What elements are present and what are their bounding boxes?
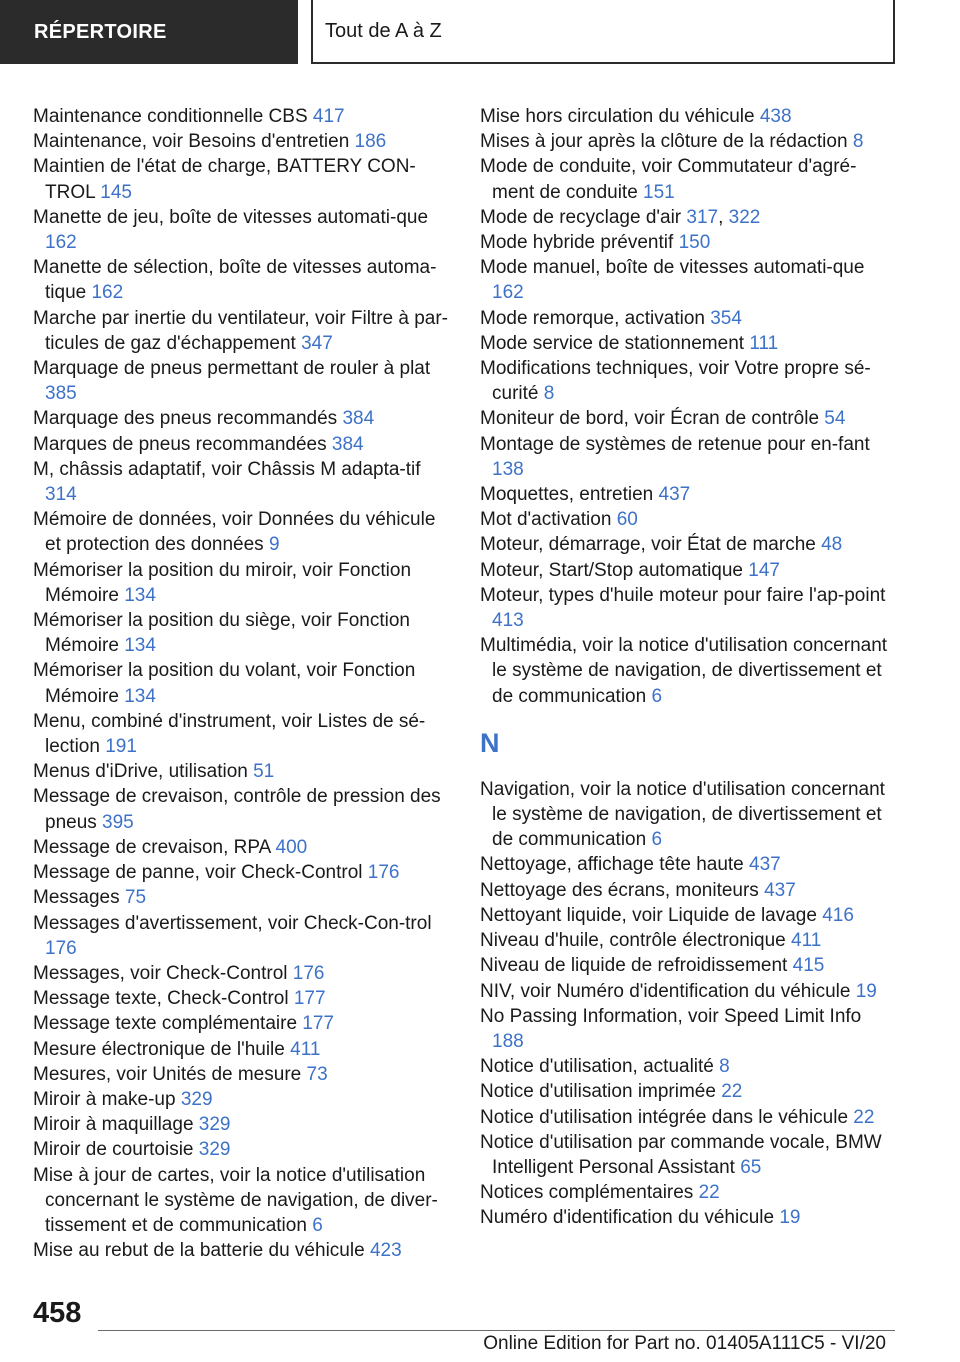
index-entry (480, 331, 895, 356)
page-link[interactable]: 411 (791, 930, 822, 952)
index-entry-text: Marche par inertie du ventilateur, voir Filtre à par-ticules de gaz d'échappement (33, 307, 449, 354)
page-link[interactable]: 6 (651, 829, 663, 851)
index-entry (480, 255, 895, 305)
index-entry-text: Mise au rebut de la batterie du véhicule (33, 1240, 370, 1262)
page-link[interactable]: 176 (45, 937, 77, 959)
index-entry (33, 885, 453, 910)
chapter-tab-divider (311, 0, 313, 64)
index-entry (480, 482, 895, 507)
index-entry (33, 507, 453, 557)
index-entry (33, 961, 453, 986)
index-entry (480, 532, 895, 557)
index-entry (33, 759, 453, 784)
index-entry-text: No Passing Information, voir Speed Limit Info (480, 1005, 862, 1027)
page-link[interactable]: 177 (302, 1013, 334, 1035)
page-link[interactable]: 22 (698, 1182, 720, 1204)
index-entry-text: Marquage de pneus permettant de rouler à plat (33, 358, 431, 380)
index-entry (33, 860, 453, 885)
page-link[interactable]: 134 (124, 635, 156, 657)
index-entry (480, 1105, 895, 1130)
index-entry (33, 1037, 453, 1062)
index-entry (33, 104, 453, 129)
page-link[interactable]: 384 (342, 408, 375, 430)
index-entry-text: Notice d'utilisation, actualité (480, 1056, 720, 1078)
index-letter-heading: N (480, 727, 500, 758)
index-entry (33, 1238, 453, 1263)
index-entry-text: Mode hybride préventif (480, 232, 679, 254)
index-entry-text: Niveau de liquide de refroidissement (480, 955, 793, 977)
index-entry (480, 777, 895, 853)
index-entry (480, 583, 895, 633)
page-link[interactable]: 9 (268, 534, 280, 556)
index-entry-text: Maintenance, voir Besoins d'entretien (33, 131, 355, 153)
page-link[interactable]: 329 (180, 1088, 213, 1110)
index-entry (33, 1011, 453, 1036)
index-entry (33, 658, 453, 708)
index-entry-text: Moteur, démarrage, voir État de marche (480, 534, 822, 556)
page-link[interactable]: 51 (253, 761, 275, 783)
page-link[interactable]: 400 (275, 836, 308, 858)
index-entry-text: Mode remorque, activation (480, 307, 711, 329)
index-entry (480, 1130, 895, 1180)
index-entry (33, 432, 453, 457)
index-entry-text: Menus d'iDrive, utilisation (33, 761, 254, 783)
index-entry-text: Mode service de stationnement (480, 332, 750, 354)
index-entry-text: Moteur, types d'huile moteur pour faire l'ap-point (480, 584, 886, 606)
index-entry-text: Moquettes, entretien (480, 484, 659, 506)
page-link[interactable]: 347 (301, 332, 333, 354)
index-entry-text: Messages d'avertissement, voir Check-Con-trol (33, 912, 432, 934)
index-entry (33, 784, 453, 834)
page-separator: , (718, 206, 729, 228)
page-link[interactable]: 176 (367, 862, 400, 884)
page-link[interactable]: 150 (678, 232, 711, 254)
page-link[interactable]: 384 (331, 433, 364, 455)
index-entry (33, 154, 453, 204)
index-entry (33, 205, 453, 255)
index-entry (480, 154, 895, 204)
page-link[interactable]: 395 (102, 811, 134, 833)
footer-divider (98, 1330, 895, 1331)
index-entry-text: Menu, combiné d'instrument, voir Listes de sé-lection (33, 710, 426, 758)
index-entry-text: Mise à jour de cartes, voir la notice d'utilisation concernant le système de navigation, de diver-tissement et de communication (33, 1164, 438, 1236)
page-link[interactable]: 134 (124, 685, 156, 707)
index-entry-text: Messages, voir Check-Control (33, 962, 293, 984)
page-link[interactable]: 191 (105, 736, 137, 758)
index-entry (480, 306, 895, 331)
page-link[interactable]: 8 (719, 1056, 730, 1078)
index-entry-text: Miroir de courtoisie (33, 1139, 199, 1161)
page-link[interactable]: 22 (721, 1081, 743, 1103)
index-entry-text: Moniteur de bord, voir Écran de contrôle (480, 408, 825, 430)
index-entry-text: Notice d'utilisation par commande vocale, BMW Intelligent Personal Assistant (480, 1131, 882, 1178)
page-link[interactable]: 75 (124, 887, 147, 909)
index-entry-text: Notice d'utilisation imprimée (480, 1081, 722, 1103)
page-link[interactable]: 177 (293, 988, 326, 1010)
index-entry-text: Mémoriser la position du siège, voir Fonction Mémoire (33, 610, 411, 657)
index-entry (33, 129, 453, 154)
page-link[interactable]: 8 (852, 131, 864, 153)
index-entry-text: Manette de jeu, boîte de vitesses automati-que (33, 206, 429, 228)
index-entry-text: Mode manuel, boîte de vitesses automati-que (480, 257, 865, 279)
section-tab (0, 0, 298, 64)
page-link[interactable]: 411 (290, 1038, 321, 1060)
index-entry-text: Notice d'utilisation intégrée dans le véhicule (480, 1106, 854, 1128)
index-entry (33, 558, 453, 608)
page-link[interactable]: 134 (124, 584, 156, 606)
page-link[interactable]: 151 (643, 181, 675, 203)
page-link[interactable]: 416 (822, 904, 854, 926)
page-link[interactable]: 354 (710, 307, 742, 329)
index-entry (480, 1180, 895, 1205)
index-entry-text: NIV, voir Numéro d'identification du véhicule (480, 980, 856, 1002)
page-link[interactable]: 6 (651, 685, 663, 707)
index-entry (480, 129, 895, 154)
index-entry (33, 306, 453, 356)
index-entry (33, 608, 453, 658)
page-link[interactable]: 437 (749, 854, 781, 876)
index-entry (480, 979, 895, 1004)
index-entry (33, 709, 453, 759)
index-entry (480, 852, 895, 877)
index-entry-text: Mémoriser la position du volant, voir Fonction Mémoire (33, 660, 416, 707)
index-entry (480, 1054, 895, 1079)
index-entry-text: Numéro d'identification du véhicule (480, 1207, 780, 1229)
index-entry-text: Mise hors circulation du véhicule (480, 106, 760, 127)
page-link[interactable]: 162 (45, 232, 77, 254)
page-link[interactable]: 423 (369, 1240, 402, 1262)
page-link[interactable]: 138 (492, 458, 524, 480)
footer-edition: Online Edition for Part no. 01405A111C5 - VI/20 (483, 1333, 886, 1354)
index-entry (33, 986, 453, 1011)
page-link[interactable]: 437 (764, 879, 796, 901)
index-entry (33, 1062, 453, 1087)
index-entry-text: Montage de systèmes de retenue pour en-fant (480, 433, 870, 455)
page-link[interactable]: 385 (45, 383, 77, 405)
index-entry-text: Multimédia, voir la notice d'utilisation concernant le système de navigation, de divertissement et de communication (480, 635, 888, 707)
index-entry (480, 928, 895, 953)
index-entry-text: Marques de pneus recommandées (33, 433, 332, 455)
index-entry-text: Navigation, voir la notice d'utilisation concernant le système de navigation, de divertissement et de communication (480, 778, 885, 851)
index-entry-text: Nettoyant liquide, voir Liquide de lavage (480, 904, 823, 926)
index-entry (480, 878, 895, 903)
page-number: 458 (33, 1297, 82, 1329)
index-entry (480, 507, 895, 532)
index-entry-text: Mémoire de données, voir Données du véhicule et protection des données (33, 509, 436, 556)
page-link[interactable]: 19 (779, 1207, 801, 1229)
index-entry-text: Message de crevaison, contrôle de pression des pneus (33, 786, 441, 833)
page-link[interactable]: 162 (492, 282, 524, 304)
page-link[interactable]: 314 (45, 484, 77, 506)
page-link[interactable]: 329 (198, 1114, 231, 1136)
index-entry (33, 457, 453, 507)
index-entry (33, 1112, 453, 1137)
page-link[interactable]: 438 (759, 106, 792, 127)
chapter-tab (311, 0, 895, 64)
page-link[interactable]: 176 (292, 962, 325, 984)
index-entry-text: Mesure électronique de l'huile (33, 1038, 291, 1060)
page-link[interactable]: 162 (91, 282, 124, 304)
index-entry (480, 633, 895, 709)
index-entry-text: Miroir à make-up (33, 1088, 181, 1110)
page-link[interactable]: 19 (855, 980, 877, 1002)
index-entry-text: Mises à jour après la clôture de la rédaction (480, 131, 853, 153)
index-entry (33, 1163, 453, 1239)
index-entry-text: Manette de sélection, boîte de vitesses automa-tique (33, 257, 437, 304)
page-link[interactable]: 145 (100, 181, 132, 203)
index-entry-text: Modifications techniques, voir Votre propre sé-curité (480, 358, 871, 405)
index-entry (480, 205, 895, 230)
index-entry (480, 1079, 895, 1104)
page-link[interactable]: 22 (853, 1106, 875, 1128)
index-entry-text: Marquage des pneus recommandés (33, 408, 343, 430)
index-entry (33, 911, 453, 961)
index-entry (480, 230, 895, 255)
index-entry-text: Notices complémentaires (480, 1182, 699, 1204)
chapter-tab-label: Tout de A à Z (325, 19, 442, 42)
index-entry-text: M, châssis adaptatif, voir Châssis M adapta-tif (33, 458, 421, 480)
index-entry-text: Mode de conduite, voir Commutateur d'agré-ment de conduite (480, 156, 857, 203)
index-entry (480, 104, 895, 129)
index-entry (33, 835, 453, 860)
index-entry-text: Moteur, Start/Stop automatique (480, 559, 749, 581)
index-entry (33, 356, 453, 406)
page-link[interactable]: 186 (354, 131, 387, 153)
index-entry (480, 953, 895, 978)
index-entry-text: Mode de recyclage d'air (480, 206, 687, 228)
index-entry-text: Messages (33, 887, 125, 909)
page-link[interactable]: 48 (821, 534, 843, 556)
page-link[interactable]: 60 (616, 509, 638, 531)
page-link[interactable]: 322 (728, 206, 761, 228)
page-link[interactable]: 73 (306, 1063, 328, 1085)
index-entry-text: Message de crevaison, RPA (33, 836, 276, 858)
index-entry-text: Nettoyage, affichage tête haute (480, 854, 750, 876)
page-link[interactable]: 317 (686, 206, 719, 228)
index-entry (33, 406, 453, 431)
index-entry (480, 1205, 895, 1230)
page-link[interactable]: 437 (658, 484, 691, 506)
index-entry-text: Message texte complémentaire (33, 1013, 303, 1035)
index-entry (480, 558, 895, 583)
index-entry-text: Niveau d'huile, contrôle électronique (480, 930, 791, 952)
index-entry-text: Miroir à maquillage (33, 1114, 199, 1136)
index-entry (33, 1137, 453, 1162)
page-link[interactable]: 111 (749, 332, 779, 354)
page-link[interactable]: 147 (748, 559, 780, 581)
page-link[interactable]: 415 (792, 955, 825, 977)
index-entry-text: Message texte, Check-Control (33, 988, 294, 1010)
index-entry (33, 1087, 453, 1112)
index-column-left (33, 104, 453, 1263)
page-link[interactable]: 413 (492, 610, 524, 632)
index-entry (480, 1004, 895, 1054)
index-entry-text: Mémoriser la position du miroir, voir Fonction Mémoire (33, 559, 412, 606)
page-link[interactable]: 6 (312, 1214, 323, 1236)
index-entry (480, 406, 895, 431)
index-entry (480, 432, 895, 482)
index-entry-text: Maintenance conditionnelle CBS (33, 106, 313, 127)
section-tab-label: RÉPERTOIRE (34, 20, 167, 43)
page-link[interactable]: 417 (312, 106, 345, 127)
index-entry (33, 255, 453, 305)
index-entry-text: Maintien de l'état de charge, BATTERY CON-TROL (33, 156, 416, 203)
index-entry (480, 903, 895, 928)
index-entry-text: Mot d'activation (480, 509, 617, 531)
index-entry-text: Message de panne, voir Check-Control (33, 862, 368, 884)
page-link[interactable]: 54 (824, 408, 846, 430)
page-link[interactable]: 8 (543, 383, 555, 405)
index-entry-text: Mesures, voir Unités de mesure (33, 1063, 307, 1085)
index-column-right (480, 104, 895, 1231)
page-link[interactable]: 329 (198, 1139, 231, 1161)
page-link[interactable]: 65 (740, 1156, 762, 1178)
index-entry (480, 356, 895, 406)
index-entry-text: Nettoyage des écrans, moniteurs (480, 879, 765, 901)
page-link[interactable]: 188 (492, 1030, 524, 1052)
